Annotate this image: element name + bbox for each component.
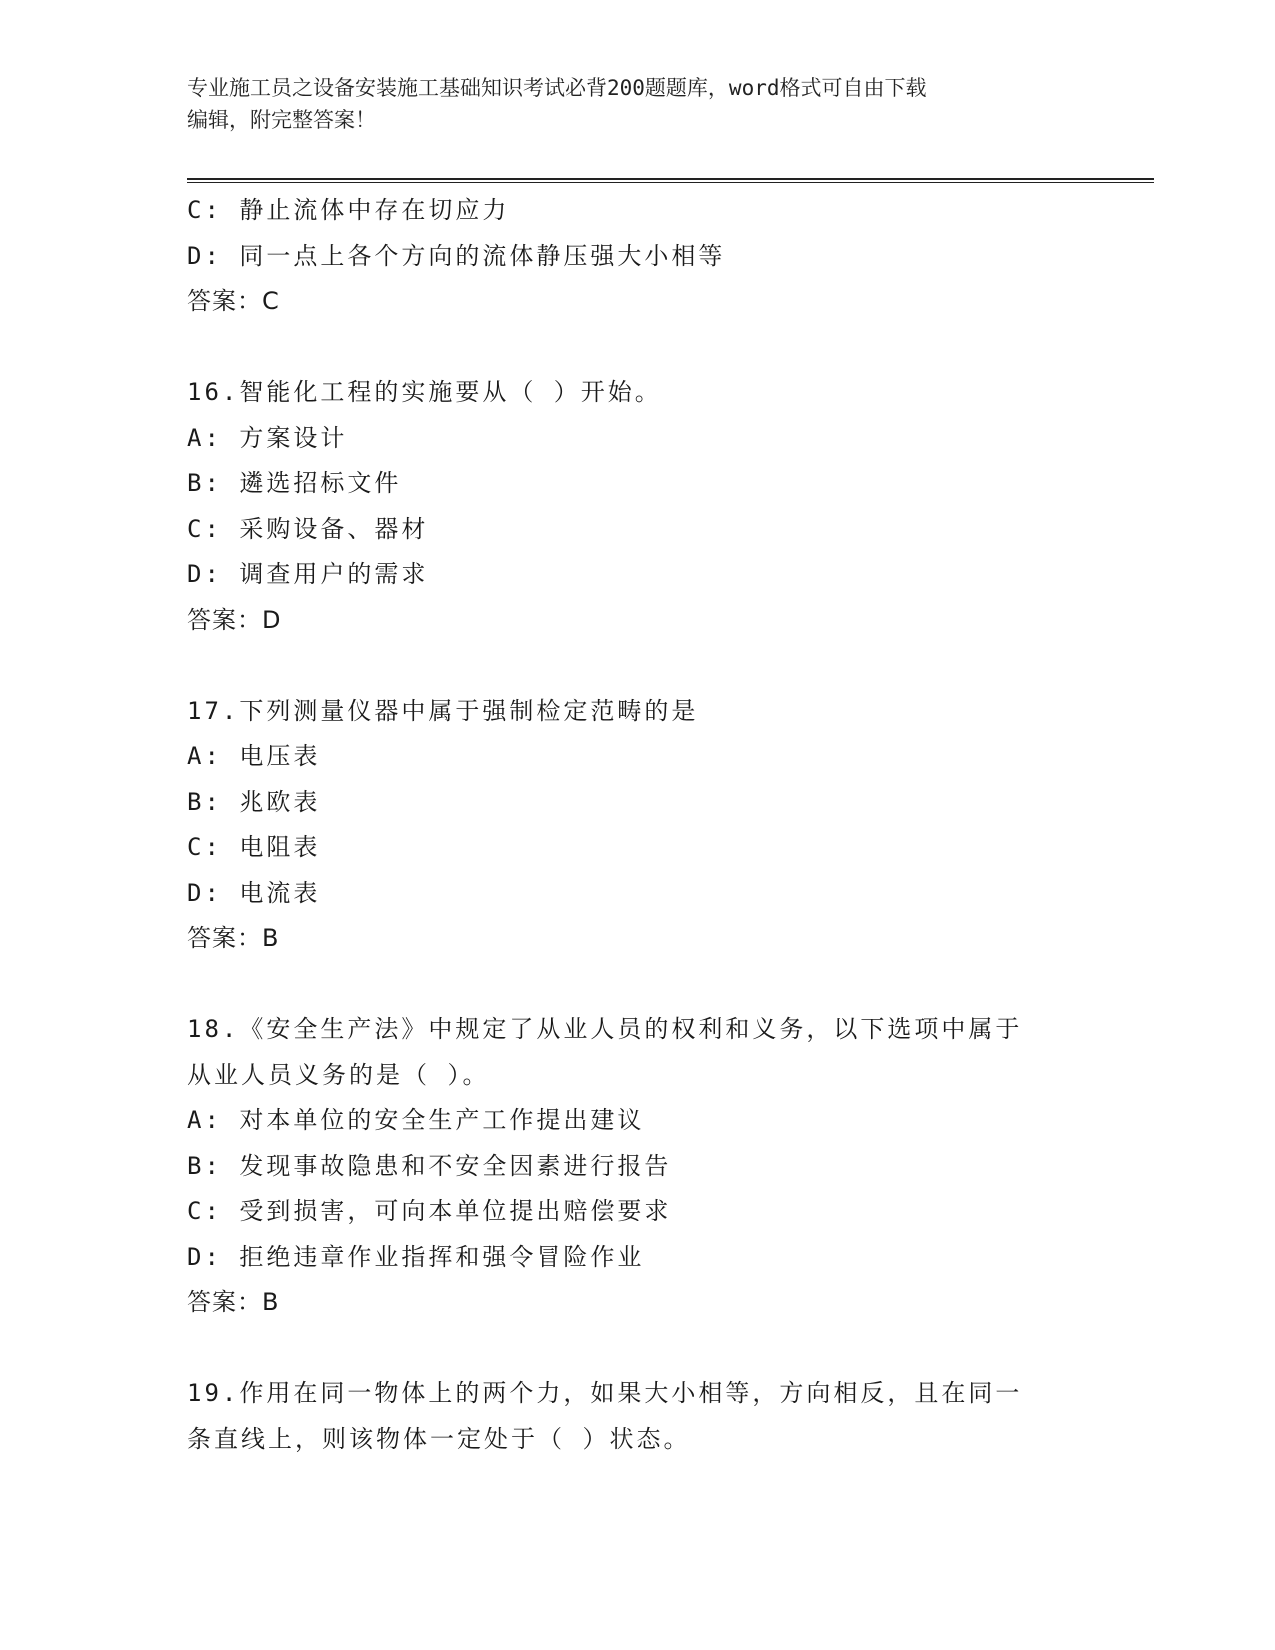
- option-c: C: 受到损害，可向本单位提出赔偿要求: [187, 1197, 672, 1225]
- option-c: C: 采购设备、器材: [187, 514, 429, 543]
- question-stem: 17.下列测量仪器中属于强制检定范畴的是: [187, 696, 699, 725]
- question-stem-line-1: 18.《安全生产法》中规定了从业人员的权利和义务，以下选项中属于: [187, 1015, 1023, 1043]
- question-answer: 答案：B: [187, 924, 280, 952]
- option-b: B: 发现事故隐患和不安全因素进行报告: [187, 1151, 672, 1180]
- option-a: A: 对本单位的安全生产工作提出建议: [187, 1106, 645, 1134]
- spacer: [187, 962, 1087, 1008]
- question-stem-line-1: 19.作用在同一物体上的两个力，如果大小相等，方向相反，且在同一: [187, 1379, 1023, 1407]
- option-d: D: 调查用户的需求: [187, 560, 429, 588]
- option-d: D: 拒绝违章作业指挥和强令冒险作业: [187, 1242, 645, 1271]
- question-stem: 16.智能化工程的实施要从（ ）开始。: [187, 378, 662, 406]
- question-19: [187, 1371, 1087, 1462]
- question-stem-line-2: 从业人员义务的是（ ）。: [187, 1060, 490, 1089]
- question-content: [187, 188, 1087, 1462]
- prev-question-answer: 答案：C: [187, 287, 280, 315]
- question-answer: 答案：B: [187, 1288, 280, 1316]
- option-c: C: 电阻表: [187, 833, 321, 861]
- header-title-line-1: 专业施工员之设备安装施工基础知识考试必背200题题库，word格式可自由下载: [187, 76, 927, 100]
- question-answer: 答案：D: [187, 605, 282, 634]
- prev-question-option-d: D: 同一点上各个方向的流体静压强大小相等: [187, 241, 726, 270]
- option-d: D: 电流表: [187, 878, 321, 907]
- option-a: A: 电压表: [187, 742, 321, 770]
- spacer: [187, 643, 1087, 689]
- question-18: [187, 1007, 1087, 1326]
- option-a: A: 方案设计: [187, 423, 348, 452]
- spacer: [187, 325, 1087, 371]
- prev-question-option-c: C: 静止流体中存在切应力: [187, 196, 510, 224]
- question-17: [187, 689, 1087, 962]
- spacer: [187, 1326, 1087, 1372]
- option-b: B: 遴选招标文件: [187, 469, 402, 497]
- header-title-line-2: 编辑，附完整答案！: [187, 108, 376, 132]
- question-16: [187, 370, 1087, 643]
- option-b: B: 兆欧表: [187, 787, 321, 816]
- document-header: [187, 72, 1087, 136]
- header-divider: [187, 178, 1154, 183]
- question-stem-line-2: 条直线上，则该物体一定处于（ ）状态。: [187, 1424, 691, 1453]
